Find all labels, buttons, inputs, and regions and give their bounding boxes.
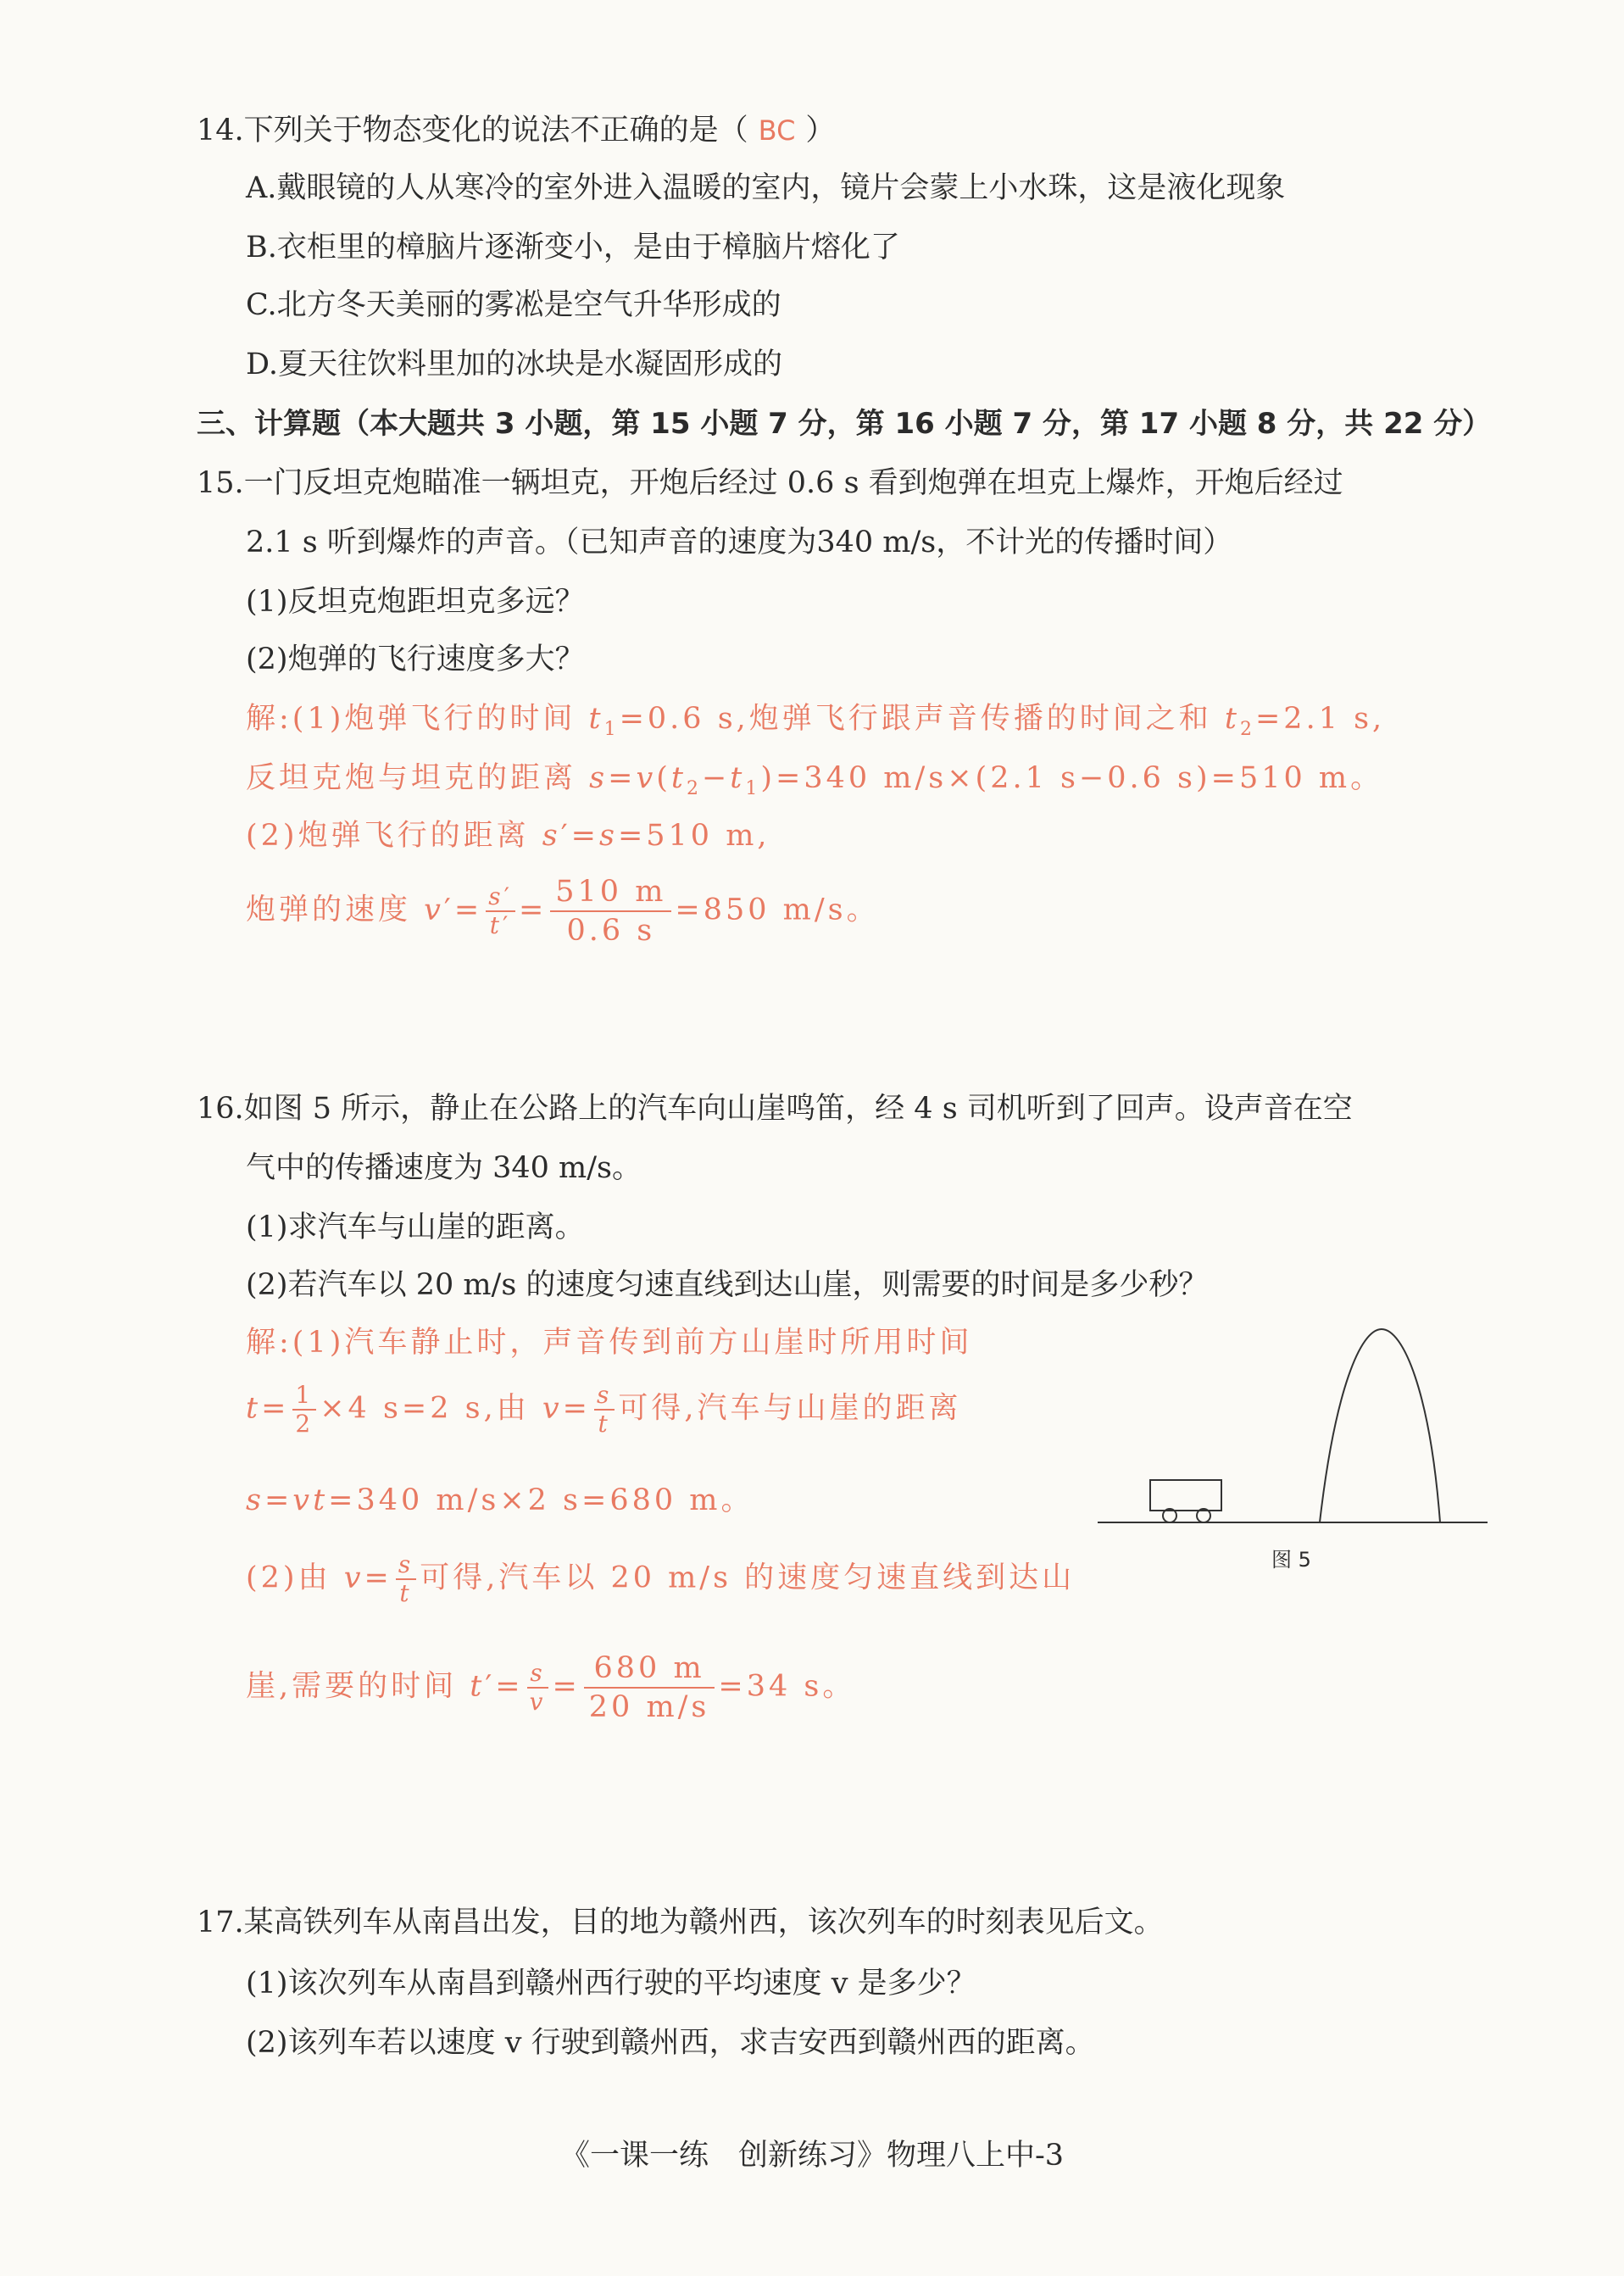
car-body (1150, 1480, 1221, 1511)
q16-line2: 气中的传播速度为 340 m/s。 (246, 1151, 642, 1185)
cliff-outline (1320, 1329, 1440, 1522)
fraction-value: $\frac{510 m}{0.6 s}$ (550, 873, 671, 949)
fraction-value: $\frac{680 m}{20 m/s}$ (584, 1650, 715, 1726)
page-footer: 《一课一练 创新练习》物理八上中-3 (559, 2139, 1065, 2173)
q15-solution-1: 解:(1)炮弹飞行的时间 $t_1=0.6$ s,炮弹飞行跟声音传播的时间之和 $t_2=2.1$ s, (246, 702, 1386, 740)
q16-sub2: (2)若汽车以 20 m/s 的速度匀速直线到达山崖，则需要的时间是多少秒？ (246, 1268, 1209, 1302)
fraction-s-over-t: $\frac{s}{t}$ (594, 1382, 615, 1438)
q14-option-d: D.夏天往饮料里加的冰块是水凝固形成的 (246, 348, 782, 381)
q15-sub2: (2)炮弹的飞行速度多大？ (246, 643, 585, 676)
figure-caption: 图 5 (1271, 1548, 1311, 1572)
q15-line1: 15.一门反坦克炮瞄准一辆坦克，开炮后经过 0.6 s 看到炮弹在坦克上爆炸，开炮后经过 (197, 466, 1343, 500)
q16-solution-1: 解:(1)汽车静止时，声音传到前方山崖时所用时间 (246, 1326, 973, 1360)
q15-solution-4: 炮弹的速度 v′= $\frac{s'}{t'}$ = $\frac{510 m}{0.6 s}$ =850 m/s。 (246, 875, 880, 948)
q15-line2: 2.1 s 听到爆炸的声音。（已知声音的速度为340 m/s，不计光的传播时间） (246, 526, 1233, 559)
q16-solution-3: s=vt=340 m/s×2 s=680 m。 (246, 1483, 754, 1517)
fraction-s-over-t: $\frac{s'}{t'}$ (486, 883, 515, 939)
q16-sub1: (1)求汽车与山崖的距离。 (246, 1210, 585, 1244)
q17-sub2: (2)该列车若以速度 v 行驶到赣州西，求吉安西到赣州西的距离。 (246, 2026, 1095, 2060)
q16-line1: 16.如图 5 所示，静止在公路上的汽车向山崖鸣笛，经 4 s 司机听到了回声。设声音在空 (197, 1092, 1353, 1126)
q17-line1: 17.某高铁列车从南昌出发，目的地为赣州西，该次列车的时刻表见后文。 (197, 1906, 1164, 1939)
q17-sub1: (1)该次列车从南昌到赣州西行驶的平均速度 v 是多少？ (246, 1967, 976, 2001)
fraction-s-over-v: $\frac{s}{v}$ (527, 1660, 549, 1716)
figure-5-car-and-cliff (1098, 1314, 1496, 1534)
q14-option-a: A.戴眼镜的人从寒冷的室外进入温暖的室内，镜片会蒙上小水珠，这是液化现象 (246, 171, 1286, 205)
section-heading: 三、计算题（本大题共 3 小题，第 15 小题 7 分，第 16 小题 7 分，第 17 小题 8 分，共 22 分） (197, 407, 1492, 441)
fraction-s-over-t: $\frac{s}{t}$ (396, 1551, 416, 1607)
q16-solution-5: 崖,需要的时间 t′= $\frac{s}{v}$ = $\frac{680 m}{20 m/s}$ =34 s。 (246, 1651, 856, 1724)
q15-solution-3: (2)炮弹飞行的距离 s′=s=510 m, (246, 819, 770, 853)
q14-option-b: B.衣柜里的樟脑片逐渐变小，是由于樟脑片熔化了 (246, 231, 900, 264)
q14-answer: BC (758, 114, 796, 147)
fraction-one-half: $\frac{1}{2}$ (292, 1382, 316, 1438)
q15-solution-2: 反坦克炮与坦克的距离 $s=v(t_2-t_1)=340$ m/s×(2.1 s−0.6 s)=510 m。 (246, 761, 1384, 799)
q14-stem: 14.下列关于物态变化的说法不正确的是（ BC ） (197, 114, 836, 147)
q16-solution-4: (2)由 v= $\frac{s}{t}$ 可得,汽车以 20 m/s 的速度匀速直线到达山 (246, 1550, 1076, 1607)
q15-sub1: (1)反坦克炮距坦克多远？ (246, 585, 585, 619)
q16-solution-2: t= $\frac{1}{2}$ ×4 s=2 s,由 v= $\frac{s}{t}$ 可得,汽车与山崖的距离 (246, 1381, 962, 1438)
q14-option-c: C.北方冬天美丽的雾凇是空气升华形成的 (246, 288, 781, 322)
